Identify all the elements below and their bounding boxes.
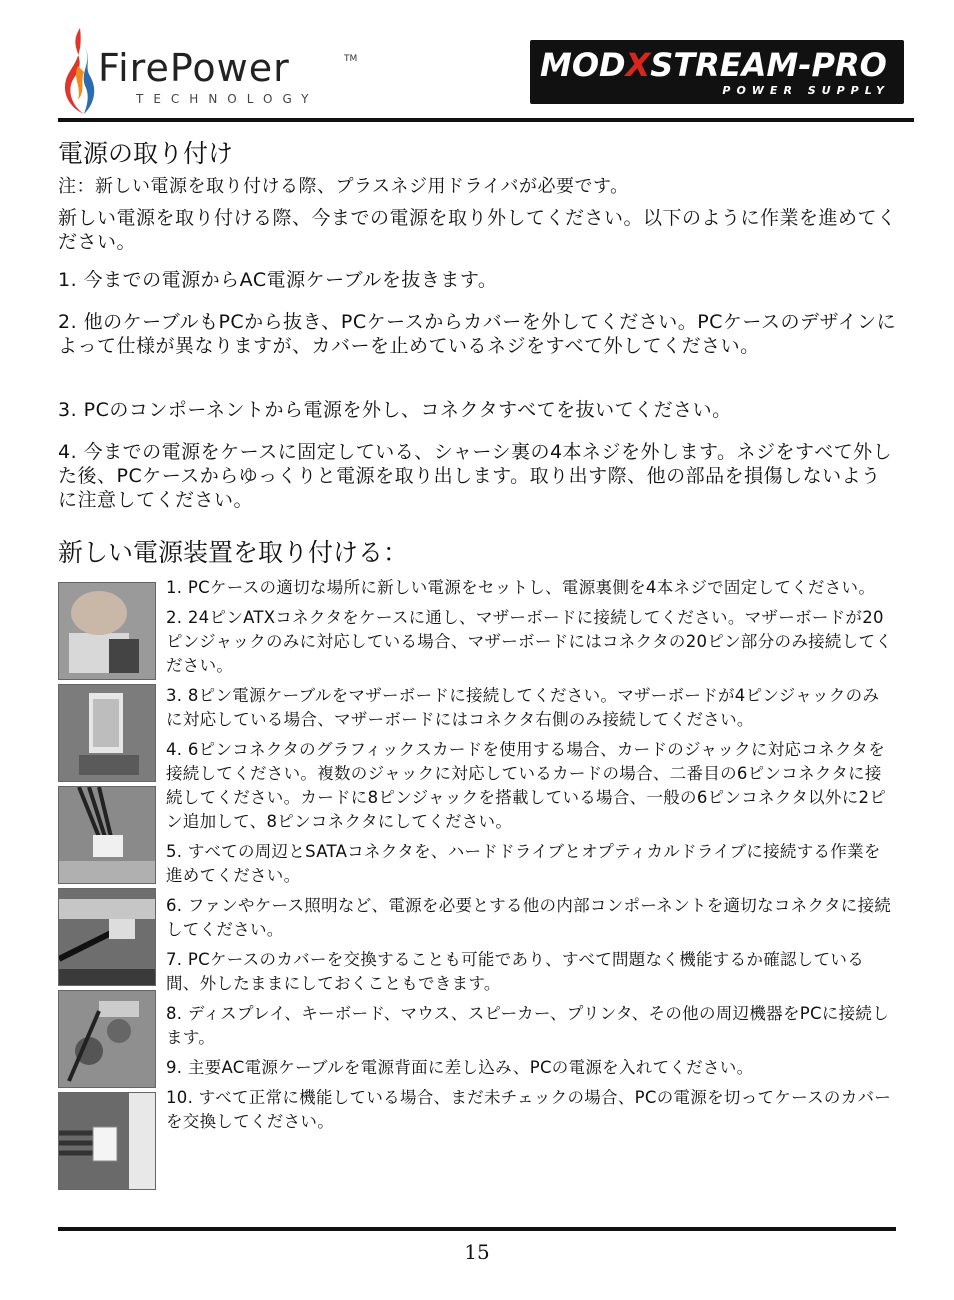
page-number: 15 [464,1240,490,1264]
note-text: 注：新しい電源を取り付ける際、プラスネジ用ドライバが必要です。 [58,176,629,197]
header-divider [58,118,914,122]
photo-8pin-cable [58,786,156,884]
product-subtitle: POWER SUPPLY [722,84,890,97]
photo-6pin-gpu [58,888,156,986]
install-step-8: 8. ディスプレイ、キーボード、マウス、スピーカー、プリンタ、その他の周辺機器をPCに接続します。 [166,1004,890,1047]
firepower-tagline: TECHNOLOGY [136,92,319,106]
removal-step-1: 1. 今までの電源からAC電源ケーブルを抜きます。 [58,269,498,291]
intro-paragraph: 新しい電源を取り付ける際、今までの電源を取り外してください。以下のように作業を進めてください。 [58,207,897,253]
photo-mounting-psu [58,582,156,680]
firepower-wordmark: FirePower [98,46,290,90]
install-step-3: 3. 8ピン電源ケーブルをマザーボードに接続してください。マザーボードが4ピンジャックのみに対応している場合、マザーボードにはコネクタ右側のみ接続してください。 [166,686,880,729]
photo-molex-drive [58,1092,156,1190]
trademark-mark: TM [344,54,358,64]
removal-step-3: 3. PCのコンポーネントから電源を外し、コネクタすべてを抜いてください。 [58,399,732,421]
install-steps-list [166,576,896,1140]
product-title: MODXSTREAM-PRO [540,46,887,84]
section-title-new-psu: 新しい電源装置を取り付ける： [58,538,409,567]
install-step-7: 7. PCケースのカバーを交換することも可能であり、すべて問題なく機能するか確認している間、外したままにしておくこともできます。 [166,950,865,993]
modxstream-logo [530,40,904,104]
firepower-logo [58,24,358,120]
photo-sata-connector [58,990,156,1088]
page-header [58,24,904,120]
section-title-installation: 電源の取り付け [58,139,234,168]
footer-divider [58,1227,896,1231]
install-step-10: 10. すべて正常に機能している場合、まだ未チェックの場合、PCの電源を切ってケースのカバーを交換してください。 [166,1088,892,1131]
removal-step-2: 2. 他のケーブルもPCから抜き、PCケースからカバーを外してください。PCケースのデザインによって仕様が異なりますが、カバーを止めているネジをすべて外してください。 [58,311,897,357]
install-step-2: 2. 24ピンATXコネクタをケースに通し、マザーボードに接続してください。マザーボードが20ピンジャックのみに対応している場合、マザーボードにはコネクタの20ピン部分のみ接続してください。 [166,608,893,675]
install-step-4: 4. 6ピンコネクタのグラフィックスカードを使用する場合、カードのジャックに対応コネクタを接続してください。複数のジャックに対応しているカードの場合、二番目の6ピンコネクタに接続してください。カードに8ピンジャックを搭載している場合、一般の6ピンコネクタ以外に2ピン追加して、8ピンコネクタにしてください。 [166,740,887,831]
photo-strip [58,582,158,1194]
removal-step-4: 4. 今までの電源をケースに固定している、シャーシ裏の4本ネジを外します。ネジをすべて外した後、PCケースからゆっくりと電源を取り出します。取り出す際、他の部品を損傷しないように注意してください。 [58,441,893,511]
install-step-1: 1. PCケースの適切な場所に新しい電源をセットし、電源裏側を4本ネジで固定してください。 [166,578,876,597]
install-step-5: 5. すべての周辺とSATAコネクタを、ハードドライブとオプティカルドライブに接続する作業を進めてください。 [166,842,881,885]
photo-atx-connector [58,684,156,782]
install-step-9: 9. 主要AC電源ケーブルを電源背面に差し込み、PCの電源を入れてください。 [166,1058,754,1077]
flame-icon [60,26,98,116]
install-step-6: 6. ファンやケース照明など、電源を必要とする他の内部コンポーネントを適切なコネクタに接続してください。 [166,896,892,939]
